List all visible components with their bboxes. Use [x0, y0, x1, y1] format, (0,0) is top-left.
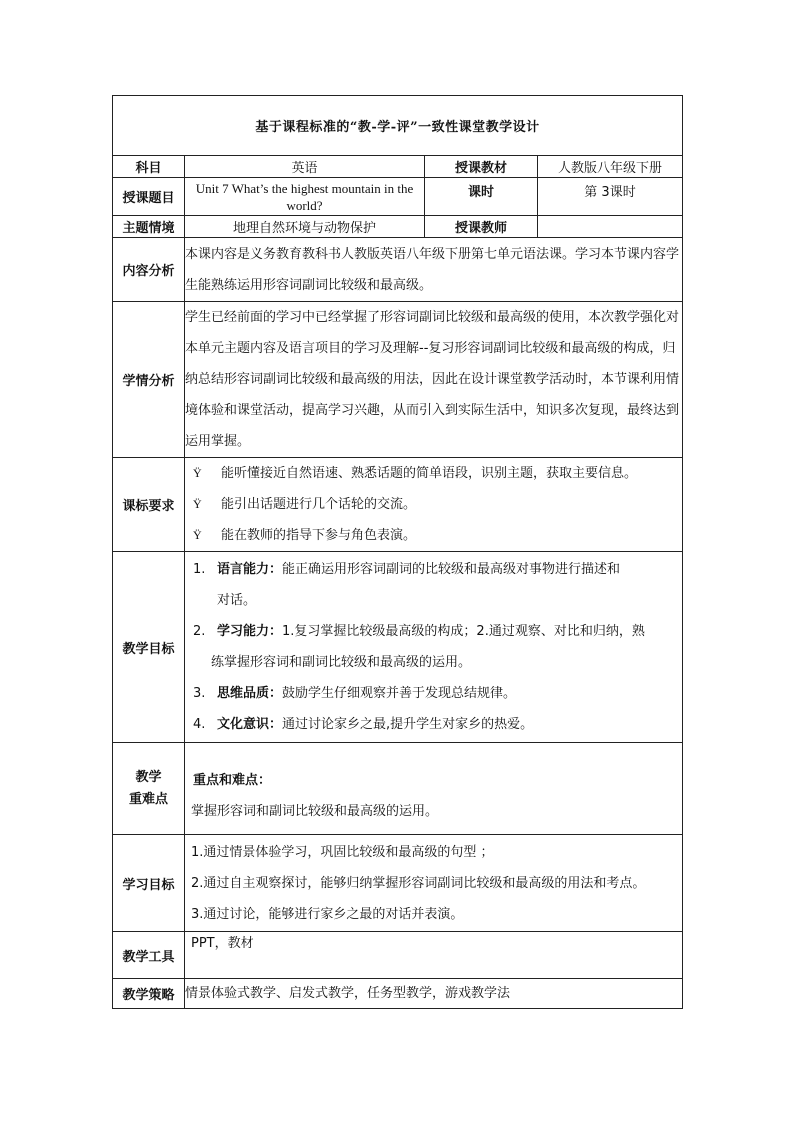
- lesson-plan-document: [112, 95, 682, 1009]
- list-item: [185, 458, 682, 489]
- objective-text: 鼓励学生仔细观察并善于发现总结规律。: [282, 686, 517, 701]
- objective-number: 1.: [193, 562, 206, 577]
- student-analysis-row: [113, 302, 683, 458]
- bullet-icon: Ÿ: [193, 497, 202, 511]
- title-row: [113, 96, 683, 156]
- objective-head: 学习能力：: [217, 624, 283, 639]
- bullet-icon: Ÿ: [193, 466, 202, 480]
- teacher-value: [538, 216, 683, 238]
- key-points-row: [113, 743, 683, 835]
- objective-continuation: 练掌握形容词和副词比较级和最高级的运用。: [211, 655, 472, 670]
- tools-label: 教学工具: [113, 932, 185, 979]
- period-label: 课时: [425, 178, 538, 216]
- objective-head: 思维品质：: [217, 686, 283, 701]
- standards-row: [113, 458, 683, 552]
- list-item: [185, 554, 682, 585]
- tools-row: [113, 932, 683, 979]
- topic-value: Unit 7 What’s the highest mountain in the world?: [185, 178, 425, 216]
- strategy-label: 教学策略: [113, 979, 185, 1009]
- page-title: 基于课程标准的“教-学-评”一致性课堂教学设计: [113, 96, 683, 156]
- list-item: 1.通过情景体验学习，巩固比较级和最高级的句型 ；: [191, 844, 494, 860]
- learning-goals-row: [113, 835, 683, 932]
- standards-item: 能听懂接近自然语速、熟悉话题的简单语段，识别主题，获取主要信息。: [221, 466, 638, 481]
- list-item: 2.通过自主观察探讨，能够归纳掌握形容词副词比较级和最高级的用法和考点。: [191, 875, 646, 891]
- objective-text: 能正确运用形容词副词的比较级和最高级对事物进行描述和: [282, 562, 621, 577]
- objective-text: 1.复习掌握比较级最高级的构成；2.通过观察、对比和归纳，熟: [282, 624, 645, 639]
- list-item: [185, 678, 682, 709]
- content-analysis-row: [113, 238, 683, 302]
- objective-text: 通过讨论家乡之最,提升学生对家乡的热爱。: [282, 717, 534, 732]
- tools-cell: [185, 932, 683, 979]
- key-points-label: [113, 743, 185, 835]
- objective-continuation: 对话。: [217, 593, 257, 608]
- objective-number: 3.: [193, 686, 206, 701]
- content-analysis-label: 内容分析: [113, 238, 185, 302]
- teacher-label: 授课教师: [425, 216, 538, 238]
- tools-text: PPT，教材: [191, 936, 254, 951]
- objectives-list: [185, 552, 683, 743]
- student-analysis-text: 学生已经前面的学习中已经掌握了形容词副词比较级和最高级的使用，本次教学强化对本单元主题内容及语言项目的学习及理解--复习形容词副词比较级和最高级的构成，归纳总结形容词副词比较级和最高级的用法，因此在设计课堂教学活动时，本节课利用情境体验和课堂活动，提高学习兴趣，从而引入到实际生活中，知识多次复现，最终达到运用掌握。: [185, 302, 683, 458]
- topic-label: 授课题目: [113, 178, 185, 216]
- standards-item: 能引出话题进行几个话轮的交流。: [221, 497, 417, 512]
- key-points-label-line: 重难点: [128, 791, 168, 807]
- list-item: [185, 709, 682, 740]
- list-item: [185, 616, 682, 647]
- key-points-content: [185, 743, 683, 835]
- standards-list: [185, 458, 683, 552]
- objective-number: 4.: [193, 717, 206, 732]
- objective-head: 语言能力：: [217, 562, 283, 577]
- student-analysis-label: 学情分析: [113, 302, 185, 458]
- objective-number: 2.: [193, 624, 206, 639]
- objectives-label: 教学目标: [113, 552, 185, 743]
- strategy-text: 情景体验式教学、启发式教学，任务型教学，游戏教学法: [185, 979, 683, 1009]
- objective-head: 文化意识：: [217, 717, 283, 732]
- textbook-value: 人教版八年级下册: [538, 156, 683, 178]
- topic-row: [113, 178, 683, 216]
- standards-label: 课标要求: [113, 458, 185, 552]
- objectives-row: [113, 552, 683, 743]
- theme-row: [113, 216, 683, 238]
- list-item: [185, 489, 682, 520]
- theme-label: 主题情境: [113, 216, 185, 238]
- learning-goals-label: 学习目标: [113, 835, 185, 932]
- key-points-heading: 重点和难点：: [193, 772, 272, 788]
- textbook-label: 授课教材: [425, 156, 538, 178]
- lesson-plan-table: [112, 95, 683, 1009]
- period-value: 第 3课时: [538, 178, 683, 216]
- subject-label: 科目: [113, 156, 185, 178]
- subject-row: [113, 156, 683, 178]
- list-item: 3.通过讨论，能够进行家乡之最的对话并表演。: [191, 906, 464, 922]
- key-points-text: 掌握形容词和副词比较级和最高级的运用。: [191, 803, 439, 819]
- bullet-icon: Ÿ: [193, 528, 202, 542]
- list-item: [185, 520, 682, 551]
- key-points-label-line: 教学: [135, 769, 162, 785]
- strategy-row: [113, 979, 683, 1009]
- content-analysis-text: 本课内容是义务教育教科书人教版英语八年级下册第七单元语法课。学习本节课内容学生能熟练运用形容词副词比较级和最高级。: [185, 238, 683, 302]
- learning-goals-list: [185, 835, 683, 932]
- subject-value: 英语: [185, 156, 425, 178]
- standards-item: 能在教师的指导下参与角色表演。: [221, 528, 417, 543]
- theme-value: 地理自然环境与动物保护: [185, 216, 425, 238]
